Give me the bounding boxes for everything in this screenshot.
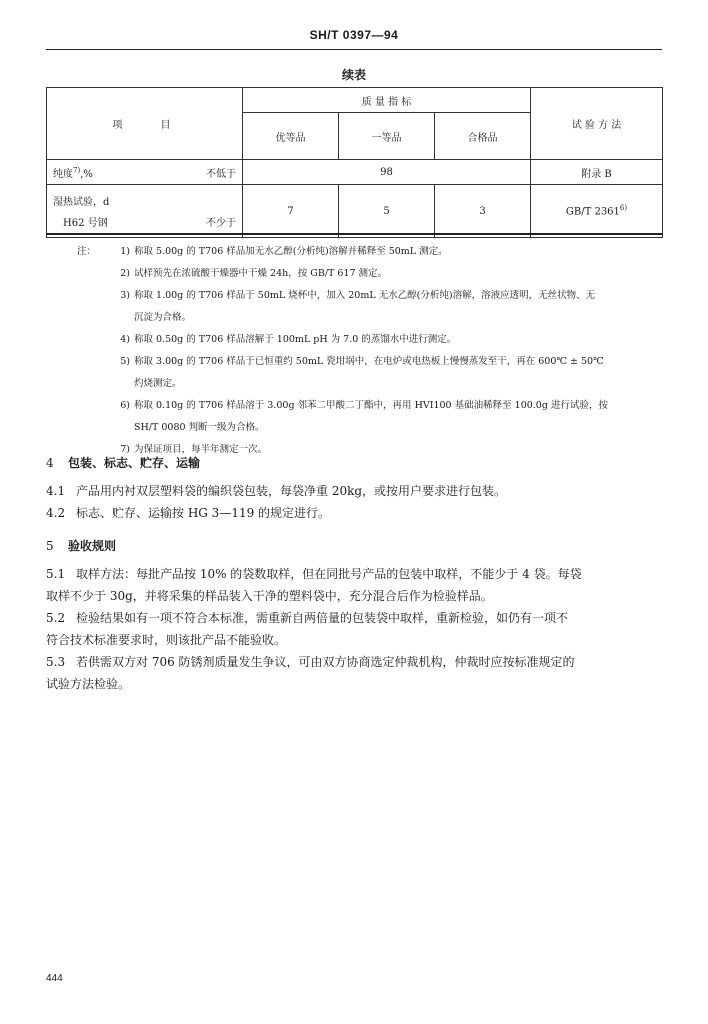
col-header-quality: 质 量 指 标	[243, 88, 531, 113]
note-text: 试样预先在浓硫酸干燥器中干燥 24h，按 GB/T 617 测定。	[134, 268, 388, 279]
table-bottom-rule	[46, 233, 662, 235]
note-item	[66, 329, 662, 351]
note-text: SH/T 0080 判断一级为合格。	[134, 422, 265, 433]
note-number: 4)	[120, 334, 130, 345]
note-text: 灼烧测定。	[134, 378, 182, 389]
page-number: 444	[46, 973, 63, 984]
table-row	[47, 160, 663, 185]
note-text: 称取 5.00g 的 T706 样品加无水乙醇(分析纯)溶解并稀释至 50mL 测定。	[134, 246, 448, 257]
clause-5-1: 5.1 取样方法：每批产品按 10% 的袋数取样，但在同批号产品的包装中取样，不能少于 4 袋。每袋 取样不少于 30g，并将采集的样品装入干净的塑料袋中，充分混合后作为检验样品。	[46, 567, 582, 603]
clause-4-1: 4.1 产品用内衬双层塑料袋的编织袋包装，每袋净重 20kg，或按用户要求进行包装。	[46, 484, 507, 498]
note-text: 为保证项目，每半年测定一次。	[134, 444, 268, 455]
document-header: SH/T 0397—94	[309, 28, 399, 42]
note-number: 1)	[120, 246, 130, 257]
table-row	[47, 185, 663, 238]
note-continuation	[66, 373, 662, 395]
purity-method: 附录 B	[531, 160, 663, 185]
clause-4-2: 4.2 标志、贮存、运输按 HG 3—119 的规定进行。	[46, 506, 331, 520]
section-4	[46, 452, 662, 524]
notes-label: 注：	[76, 246, 96, 257]
note-text: 称取 0.10g 的 T706 样品溶于 3.00g 邻苯二甲酸二丁酯中，再用 HVI100 基础油稀释至 100.0g 进行试验，按	[134, 400, 608, 411]
section-heading: 4 包装、标志、贮存、运输	[46, 456, 201, 470]
row-item-humidity-test: 湿热试验，d H62 号钢 不少于	[47, 185, 243, 238]
quality-spec-table	[46, 87, 663, 238]
humidity-method: GB/T 2361$^{6)}$	[531, 185, 663, 238]
note-number: 6)	[120, 400, 130, 411]
clause-5-2: 5.2 检验结果如有一项不符合本标准，需重新自两倍量的包装袋中取样，重新检验，如仍有一项不 符合技术标准要求时，则该批产品不能验收。	[46, 611, 569, 647]
section-heading: 5 验收规则	[46, 539, 117, 553]
col-header-grade-first: 一等品	[339, 113, 435, 160]
purity-value: 98	[243, 160, 531, 185]
section-5	[46, 535, 662, 695]
note-number: 3)	[120, 290, 130, 301]
note-continuation	[66, 417, 662, 439]
note-item	[66, 263, 662, 285]
note-item	[66, 351, 662, 373]
note-number: 7)	[120, 444, 130, 455]
clause-5-3: 5.3 若供需双方对 706 防锈剂质量发生争议，可由双方协商选定仲裁机构，仲裁时应按标准规定的 试验方法检验。	[46, 655, 575, 691]
row-item-purity: 纯度$^{7)}$,% 不低于	[47, 160, 243, 185]
humidity-value-premium: 7	[243, 185, 339, 238]
col-header-grade-qualified: 合格品	[435, 113, 531, 160]
note-text: 称取 3.00g 的 T706 样品于已恒重约 50mL 瓷坩埚中，在电炉或电热板上慢慢蒸发至干，再在 600℃ ± 50℃	[134, 356, 604, 367]
note-number: 5)	[120, 356, 130, 367]
table-title: 续表	[341, 68, 366, 82]
note-text: 沉淀为合格。	[134, 312, 192, 323]
humidity-value-qualified: 3	[435, 185, 531, 238]
note-number: 2)	[120, 268, 130, 279]
note-text: 称取 1.00g 的 T706 样品于 50mL 烧杯中，加入 20mL 无水乙醇(分析纯)溶解，溶液应透明，无丝状物、无	[134, 290, 596, 301]
header-rule	[46, 49, 662, 50]
table-notes	[66, 241, 662, 461]
col-header-grade-premium: 优等品	[243, 113, 339, 160]
note-text: 称取 0.50g 的 T706 样品溶解于 100mL pH 为 7.0 的蒸馏水中进行测定。	[134, 334, 457, 345]
col-header-item: 项 目	[47, 88, 243, 160]
col-header-method: 试 验 方 法	[531, 88, 663, 160]
note-item	[66, 241, 662, 263]
note-item	[66, 395, 662, 417]
note-continuation	[66, 307, 662, 329]
note-item	[66, 285, 662, 307]
humidity-value-first: 5	[339, 185, 435, 238]
